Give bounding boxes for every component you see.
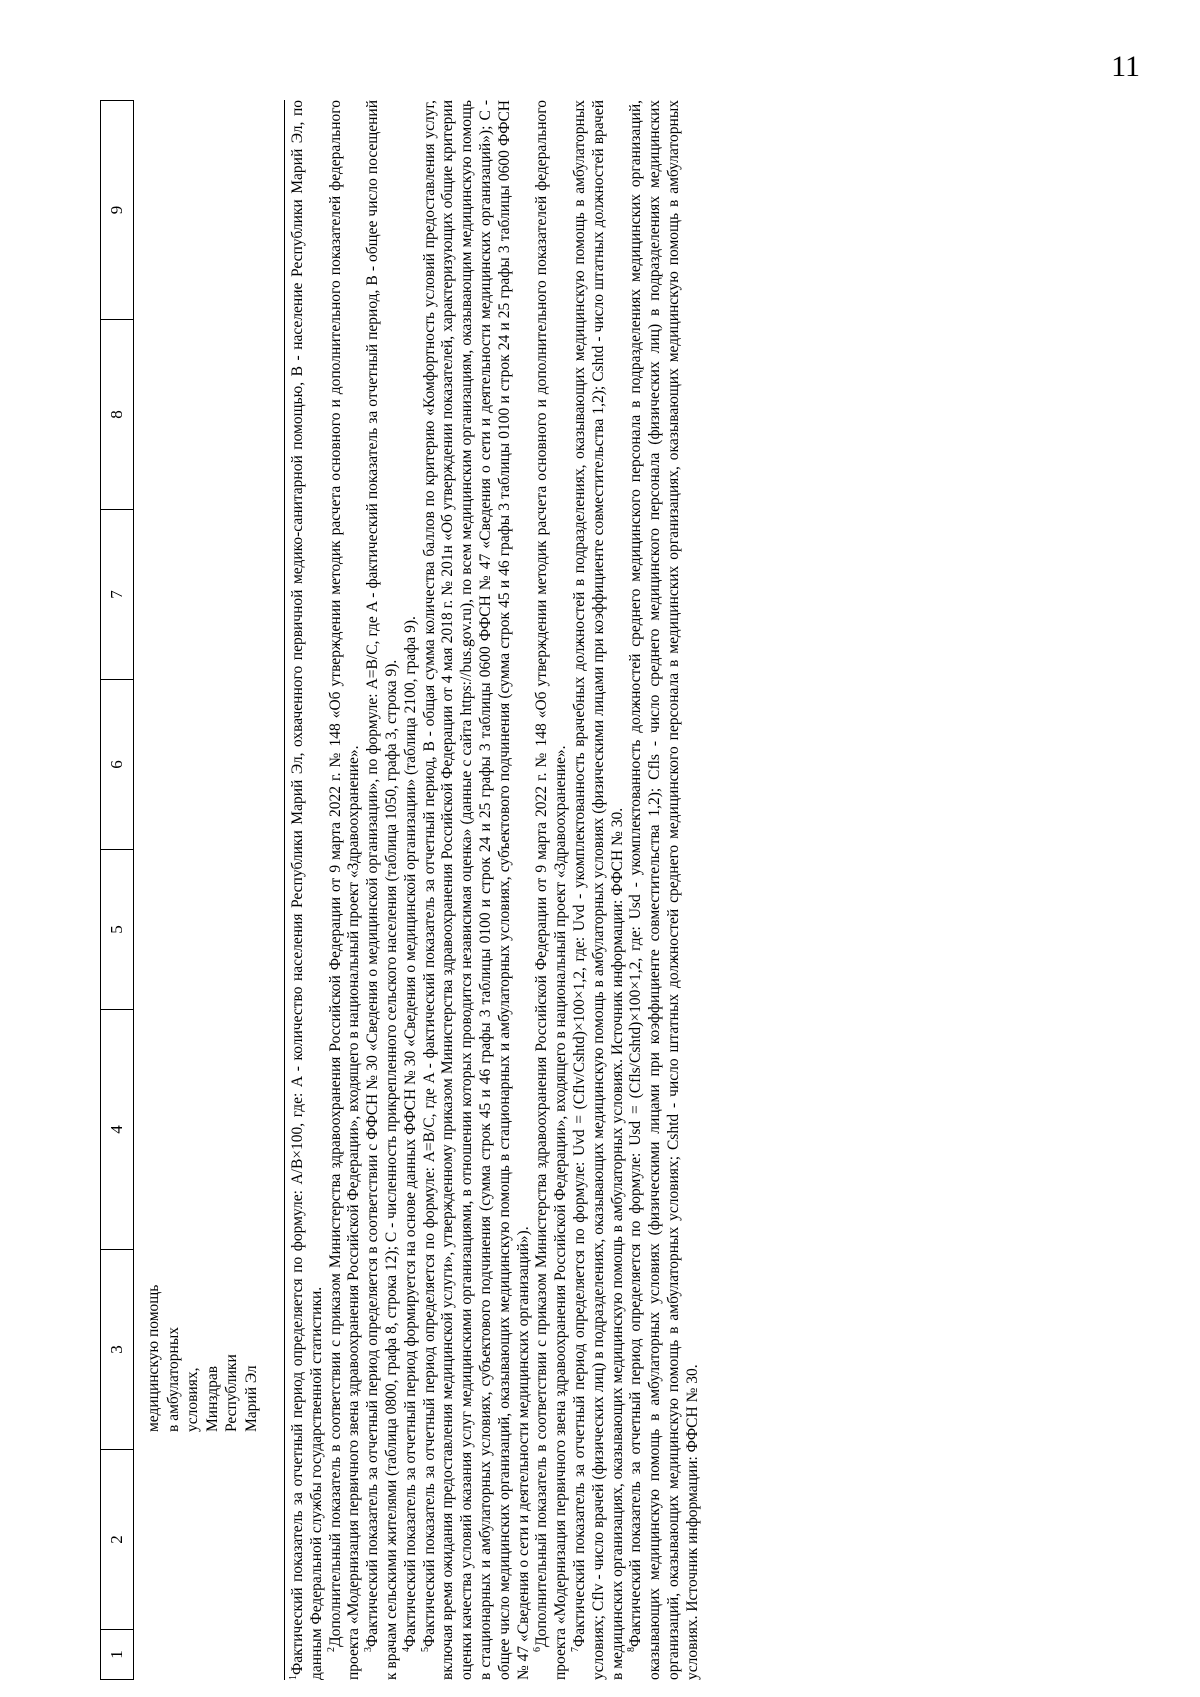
table-column-number: 8 bbox=[101, 320, 133, 510]
footnote-text: Фактический показатель за отчетный период определяется в соответствии с ФФСН № 30 «Сведения о медицинской организации», по формуле: A=B/C, где A - фактический показатель за отчетный период, B - общее число посещений к врачам сельскими жителями (таблица 0800, графа 8, строка 12); C - численность прикрепленного сельского населения (таблица 1050, графа 3, строка 9). bbox=[364, 100, 400, 1680]
table-column-number-row bbox=[100, 100, 134, 1680]
footnote-mark: 2 bbox=[325, 1647, 337, 1652]
footnote-mark: 6 bbox=[532, 1647, 544, 1652]
footnote-text: Фактический показатель за отчетный период определяется по формуле: Usd = (Cfls/Cshtd)×100×1,2, где: Usd - укомплектованность должностей среднего медицинского персонала в подразделениях медицинских организаций, оказывающих медицинскую помощь в амбулаторных условиях (физическими лицами при коэффициенте совместительства 1,2); Cfls - число среднего медицинского персонала (физических лиц) в подразделениях медицинских организаций, оказывающих медицинскую помощь в амбулаторных условиях; Cshtd - число штатных должностей среднего медицинского персонала в медицинских организациях, оказывающих медицинскую помощь в амбулаторных условиях. Источник информации: ФФСН № 30. bbox=[627, 100, 701, 1680]
footnote-mark: 1 bbox=[287, 1675, 299, 1680]
footnote-text: Фактический показатель за отчетный период формируется на основе данных ФФСН № 30 «Сведения о медицинской организации» (таблица 2100, графа 9). bbox=[401, 616, 419, 1647]
footnote bbox=[421, 100, 534, 1680]
footnote bbox=[571, 100, 627, 1680]
table-column-number: 2 bbox=[101, 1450, 133, 1630]
table-column-number: 7 bbox=[101, 510, 133, 680]
table-column-number: 1 bbox=[101, 1630, 133, 1680]
footnote-mark: 7 bbox=[569, 1647, 581, 1652]
rotated-page-content bbox=[100, 60, 1140, 1680]
table-column-number: 3 bbox=[101, 1250, 133, 1450]
footnote-mark: 3 bbox=[363, 1647, 375, 1652]
footnote-mark: 8 bbox=[626, 1647, 638, 1652]
footnotes bbox=[284, 100, 703, 1680]
table-column-number: 4 bbox=[101, 1010, 133, 1250]
footnote bbox=[627, 100, 702, 1680]
footnote-text: Фактический показатель за отчетный период определяется по формуле: Uvd = (Cflv/Cshtd)×100×1,2, где: Uvd - укомплектованность врачебных должностей в подразделениях, оказывающих медицинскую помощь в амбулаторных условиях; Cflv - число врачей (физических лиц) в подразделениях, оказывающих медицинскую помощь в амбулаторных условиях (физическими лицами при коэффициенте совместительства 1,2); Cshtd - число штатных должностей врачей в медицинских организациях, оказывающих медицинскую помощь в амбулаторных условиях. Источник информации: ФФСН № 30. bbox=[570, 100, 626, 1680]
footnote bbox=[402, 100, 421, 1680]
footnote bbox=[289, 100, 327, 1680]
footnote-text: Фактический показатель за отчетный период определяется по формуле: A=B/C, где A - фактический показатель за отчетный период, B - общая сумма количества баллов по критерию «Комфортность условий предоставления услуг, включая время ожидания предоставления медицинской услуги», утвержденному приказом Министерства здравоохранения Российской Федерации от 4 мая 2018 г. № 201н «Об утверждении показателей, характеризующих общие критерии оценки качества условий оказания услуг медицинскими организациями, в отношении которых проводится независимая оценка» (данные с сайта https://bus.gov.ru), по всем медицинским организациям, оказывающим медицинскую помощь в стационарных и амбулаторных условиях, субъектового подчинения (сумма строк 45 и 46 графы 3 таблицы 0100 и строк 24 и 25 графы 3 таблицы 0600 ФФСН № 47 «Сведения о сети и деятельности медицинских организаций»); C - общее число медицинских организаций, оказывающих медицинскую помощь в стационарных и амбулаторных условиях, субъектового подчинения (сумма строк 45 и 46 графы 3 таблицы 0100 и строк 24 и 25 графы 3 таблицы 0600 ФФСН № 47 «Сведения о сети и деятельности медицинских организаций»). bbox=[420, 100, 532, 1680]
table-cell-continuation: медицинскую помощь в амбулаторных условиях, Минздрав Республики Марий Эл bbox=[145, 1284, 260, 1432]
footnote-text: Дополнительный показатель в соответствии с приказом Министерства здравоохранения Российской Федерации от 9 марта 2022 г. № 148 «Об утверждении методик расчета основного и дополнительного показателей федерального проекта «Модернизация первичного звена здравоохранения Российской Федерации», входящего в национальный проект «Здравоохранение». bbox=[533, 100, 570, 1680]
page-number: 11 bbox=[1111, 50, 1140, 83]
table-column-number: 9 bbox=[101, 100, 133, 320]
footnote-text: Фактический показатель за отчетный период определяется по формуле: A/B×100, где: A - количество населения Республики Марий Эл, охваченного первичной медико-санитарной помощью, B - население Республики Марий Эл, по данным Федеральной службы государственной статистики. bbox=[289, 100, 325, 1680]
footnote-text: Дополнительный показатель в соответствии с приказом Министерства здравоохранения Российской Федерации от 9 марта 2022 г. № 148 «Об утверждении методик расчета основного и дополнительного показателей федерального проекта «Модернизация первичного звена здравоохранения Российской Федерации», входящего в национальный проект «Здравоохранение». bbox=[326, 100, 363, 1680]
footnote bbox=[327, 100, 365, 1680]
footnote bbox=[533, 100, 571, 1680]
footnote bbox=[364, 100, 402, 1680]
table-column-number: 6 bbox=[101, 680, 133, 850]
footnote-mark: 5 bbox=[419, 1647, 431, 1652]
footnote-mark: 4 bbox=[400, 1647, 412, 1652]
table-column-number: 5 bbox=[101, 850, 133, 1010]
